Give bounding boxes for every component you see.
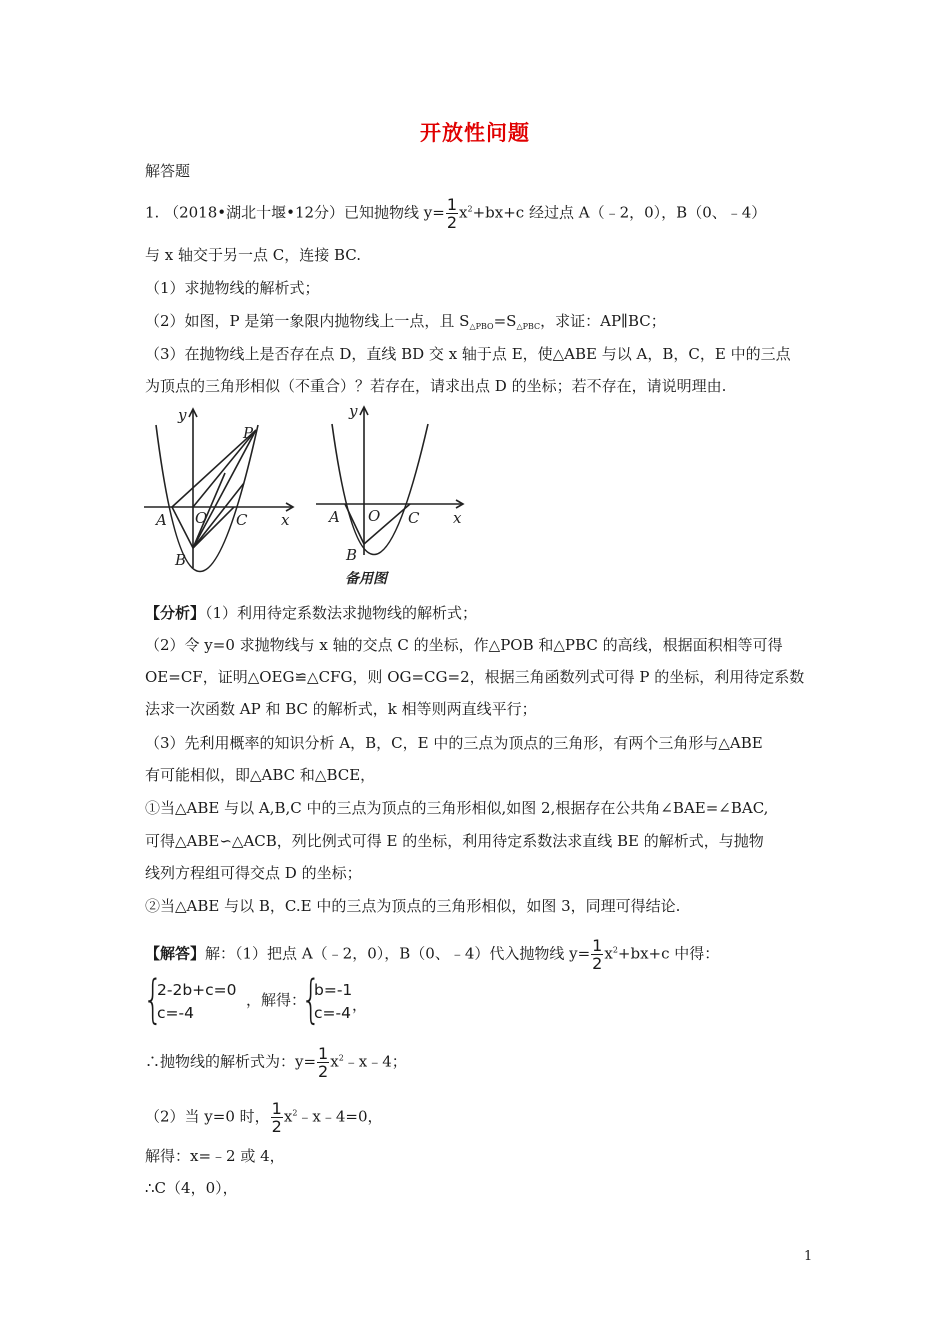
page-title: 开放性问题 bbox=[420, 121, 530, 145]
section-heading: 解答题 bbox=[145, 162, 191, 180]
figure-caption: 备用图 bbox=[345, 571, 387, 587]
fraction-denominator: 2 bbox=[592, 954, 603, 973]
solve-label: ，解得： bbox=[246, 991, 307, 1009]
x-base: x bbox=[330, 1052, 339, 1071]
label-C: C bbox=[236, 511, 248, 529]
label-O: O bbox=[368, 507, 381, 525]
equation-system-1 bbox=[157, 979, 237, 1025]
exponent: 2 bbox=[612, 945, 618, 955]
equation: 2-2b+c=0 bbox=[157, 981, 237, 999]
label-x: x bbox=[453, 509, 462, 527]
solution-text: ∴抛物线的解析式为：y= bbox=[145, 1052, 317, 1071]
label-A: A bbox=[329, 508, 340, 526]
solution-line4 bbox=[145, 1100, 383, 1135]
question-3-line1: （3）在抛物线上是否存在点 D，直线 BD 交 x 轴于点 E，使△ABE 与以 A，B，C，E 中的三点 bbox=[145, 345, 791, 363]
solution-heading: 【解答】 bbox=[145, 944, 206, 963]
equation: b=-1 bbox=[314, 981, 353, 999]
fraction-denominator: 2 bbox=[318, 1062, 329, 1081]
analysis-line6: 有可能相似，即△ABC 和△BCE， bbox=[145, 766, 376, 784]
comma: ， bbox=[352, 996, 368, 1014]
exponent: 2 bbox=[292, 1108, 298, 1118]
label-A: A bbox=[156, 511, 167, 529]
solution-line3 bbox=[145, 1045, 407, 1080]
analysis-line9: 线列方程组可得交点 D 的坐标； bbox=[145, 864, 362, 882]
exponent: 2 bbox=[467, 204, 473, 214]
solution-text: 解：（1）把点 A（﹣2，0），B（0、﹣4）代入抛物线 y= bbox=[205, 944, 591, 963]
label-B: B bbox=[346, 546, 358, 564]
system-brace: { bbox=[301, 970, 321, 1030]
segment-AB bbox=[172, 507, 193, 548]
solution-line1 bbox=[145, 937, 719, 972]
q2-equals: =S bbox=[493, 312, 517, 330]
segment-AB bbox=[345, 504, 364, 544]
equation-system-2 bbox=[314, 979, 352, 1025]
solution-text: +bx+c 中得： bbox=[617, 944, 720, 963]
fraction-numerator: 1 bbox=[446, 195, 458, 214]
equation: c=-4 bbox=[314, 1004, 351, 1022]
analysis-line1 bbox=[145, 603, 477, 623]
exponent: 2 bbox=[338, 1053, 344, 1063]
analysis-line10: ②当△ABE 与以 B，C.E 中的三点为顶点的三角形相似，如图 3，同理可得结论. bbox=[145, 897, 681, 915]
problem-prefix: 1. （2018•湖北十堰•12分）已知抛物线 y= bbox=[145, 203, 445, 222]
solution-text: ﹣x﹣4=0， bbox=[297, 1107, 383, 1126]
fraction bbox=[271, 1100, 283, 1135]
analysis-line4: 法求一次函数 AP 和 BC 的解析式，k 相等则两直线平行； bbox=[145, 700, 537, 718]
solution-text: （2）当 y=0 时， bbox=[145, 1107, 270, 1126]
question-3-line2: 为顶点的三角形相似（不重合）？若存在，请求出点 D 的坐标；若不存在，请说明理由. bbox=[145, 377, 727, 395]
solution-line5: 解得：x=﹣2 或 4， bbox=[145, 1147, 285, 1165]
analysis-line7: ①当△ABE 与以 A,B,C 中的三点为顶点的三角形相似,如图 2,根据存在公共角∠BAE=∠BAC, bbox=[145, 799, 769, 817]
q2-subscript: △PBC bbox=[516, 322, 541, 331]
q2-text: （2）如图，P 是第一象限内抛物线上一点，且 S bbox=[145, 312, 470, 330]
fraction bbox=[591, 937, 603, 972]
solution-text: ﹣x﹣4； bbox=[343, 1052, 407, 1071]
label-B: B bbox=[175, 551, 187, 569]
fraction-denominator: 2 bbox=[271, 1117, 282, 1136]
fraction-denominator: 2 bbox=[446, 213, 458, 232]
analysis-line3: OE=CF，证明△OEG≌△CFG，则 OG=CG=2，根据三角函数列式可得 P 的坐标，利用待定系数 bbox=[145, 668, 805, 686]
fraction bbox=[317, 1045, 329, 1080]
problem-statement-line1 bbox=[145, 196, 766, 231]
page-number: 1 bbox=[804, 1249, 813, 1264]
x-base: x bbox=[459, 203, 468, 222]
question-2 bbox=[145, 311, 666, 337]
analysis-line8: 可得△ABE∽△ACB，列比例式可得 E 的坐标，利用待定系数法求直线 BE 的解析式，与抛物 bbox=[145, 832, 764, 850]
fraction-numerator: 1 bbox=[318, 1044, 329, 1063]
label-x: x bbox=[281, 511, 290, 529]
equation: c=-4 bbox=[157, 1004, 194, 1022]
label-C: C bbox=[408, 509, 420, 527]
label-O: O bbox=[195, 509, 208, 527]
question-1: （1）求抛物线的解析式； bbox=[145, 279, 320, 297]
fraction bbox=[446, 196, 458, 231]
label-y: y bbox=[178, 406, 187, 424]
x-base: x bbox=[283, 1107, 293, 1126]
parabola-figure bbox=[140, 400, 480, 590]
x-base: x bbox=[604, 944, 613, 963]
analysis-line5: （3）先利用概率的知识分析 A，B，C，E 中的三点为顶点的三角形，有两个三角形与△ABE bbox=[145, 734, 763, 752]
fraction-numerator: 1 bbox=[592, 936, 603, 955]
q2-subscript: △PBO bbox=[469, 322, 494, 331]
label-y: y bbox=[349, 402, 358, 420]
label-P: P bbox=[243, 424, 254, 442]
problem-suffix: +bx+c 经过点 A（﹣2，0），B（0、﹣4） bbox=[472, 203, 767, 222]
analysis-line2: （2）令 y=0 求抛物线与 x 轴的交点 C 的坐标，作△POB 和△PBC 的高线，根据面积相等可得 bbox=[145, 636, 783, 654]
fraction-numerator: 1 bbox=[271, 1099, 282, 1118]
problem-statement-line2: 与 x 轴交于另一点 C，连接 BC. bbox=[145, 246, 362, 264]
q2-text: ，求证：AP∥BC； bbox=[540, 312, 666, 330]
system-brace: { bbox=[143, 970, 163, 1030]
parabola-curve bbox=[332, 424, 428, 555]
solution-line6: ∴C（4，0）， bbox=[145, 1179, 238, 1197]
analysis-heading: 【分析】 bbox=[145, 604, 206, 622]
segment-BP bbox=[193, 430, 256, 548]
analysis-text: （1）利用待定系数法求抛物线的解析式； bbox=[205, 604, 478, 622]
